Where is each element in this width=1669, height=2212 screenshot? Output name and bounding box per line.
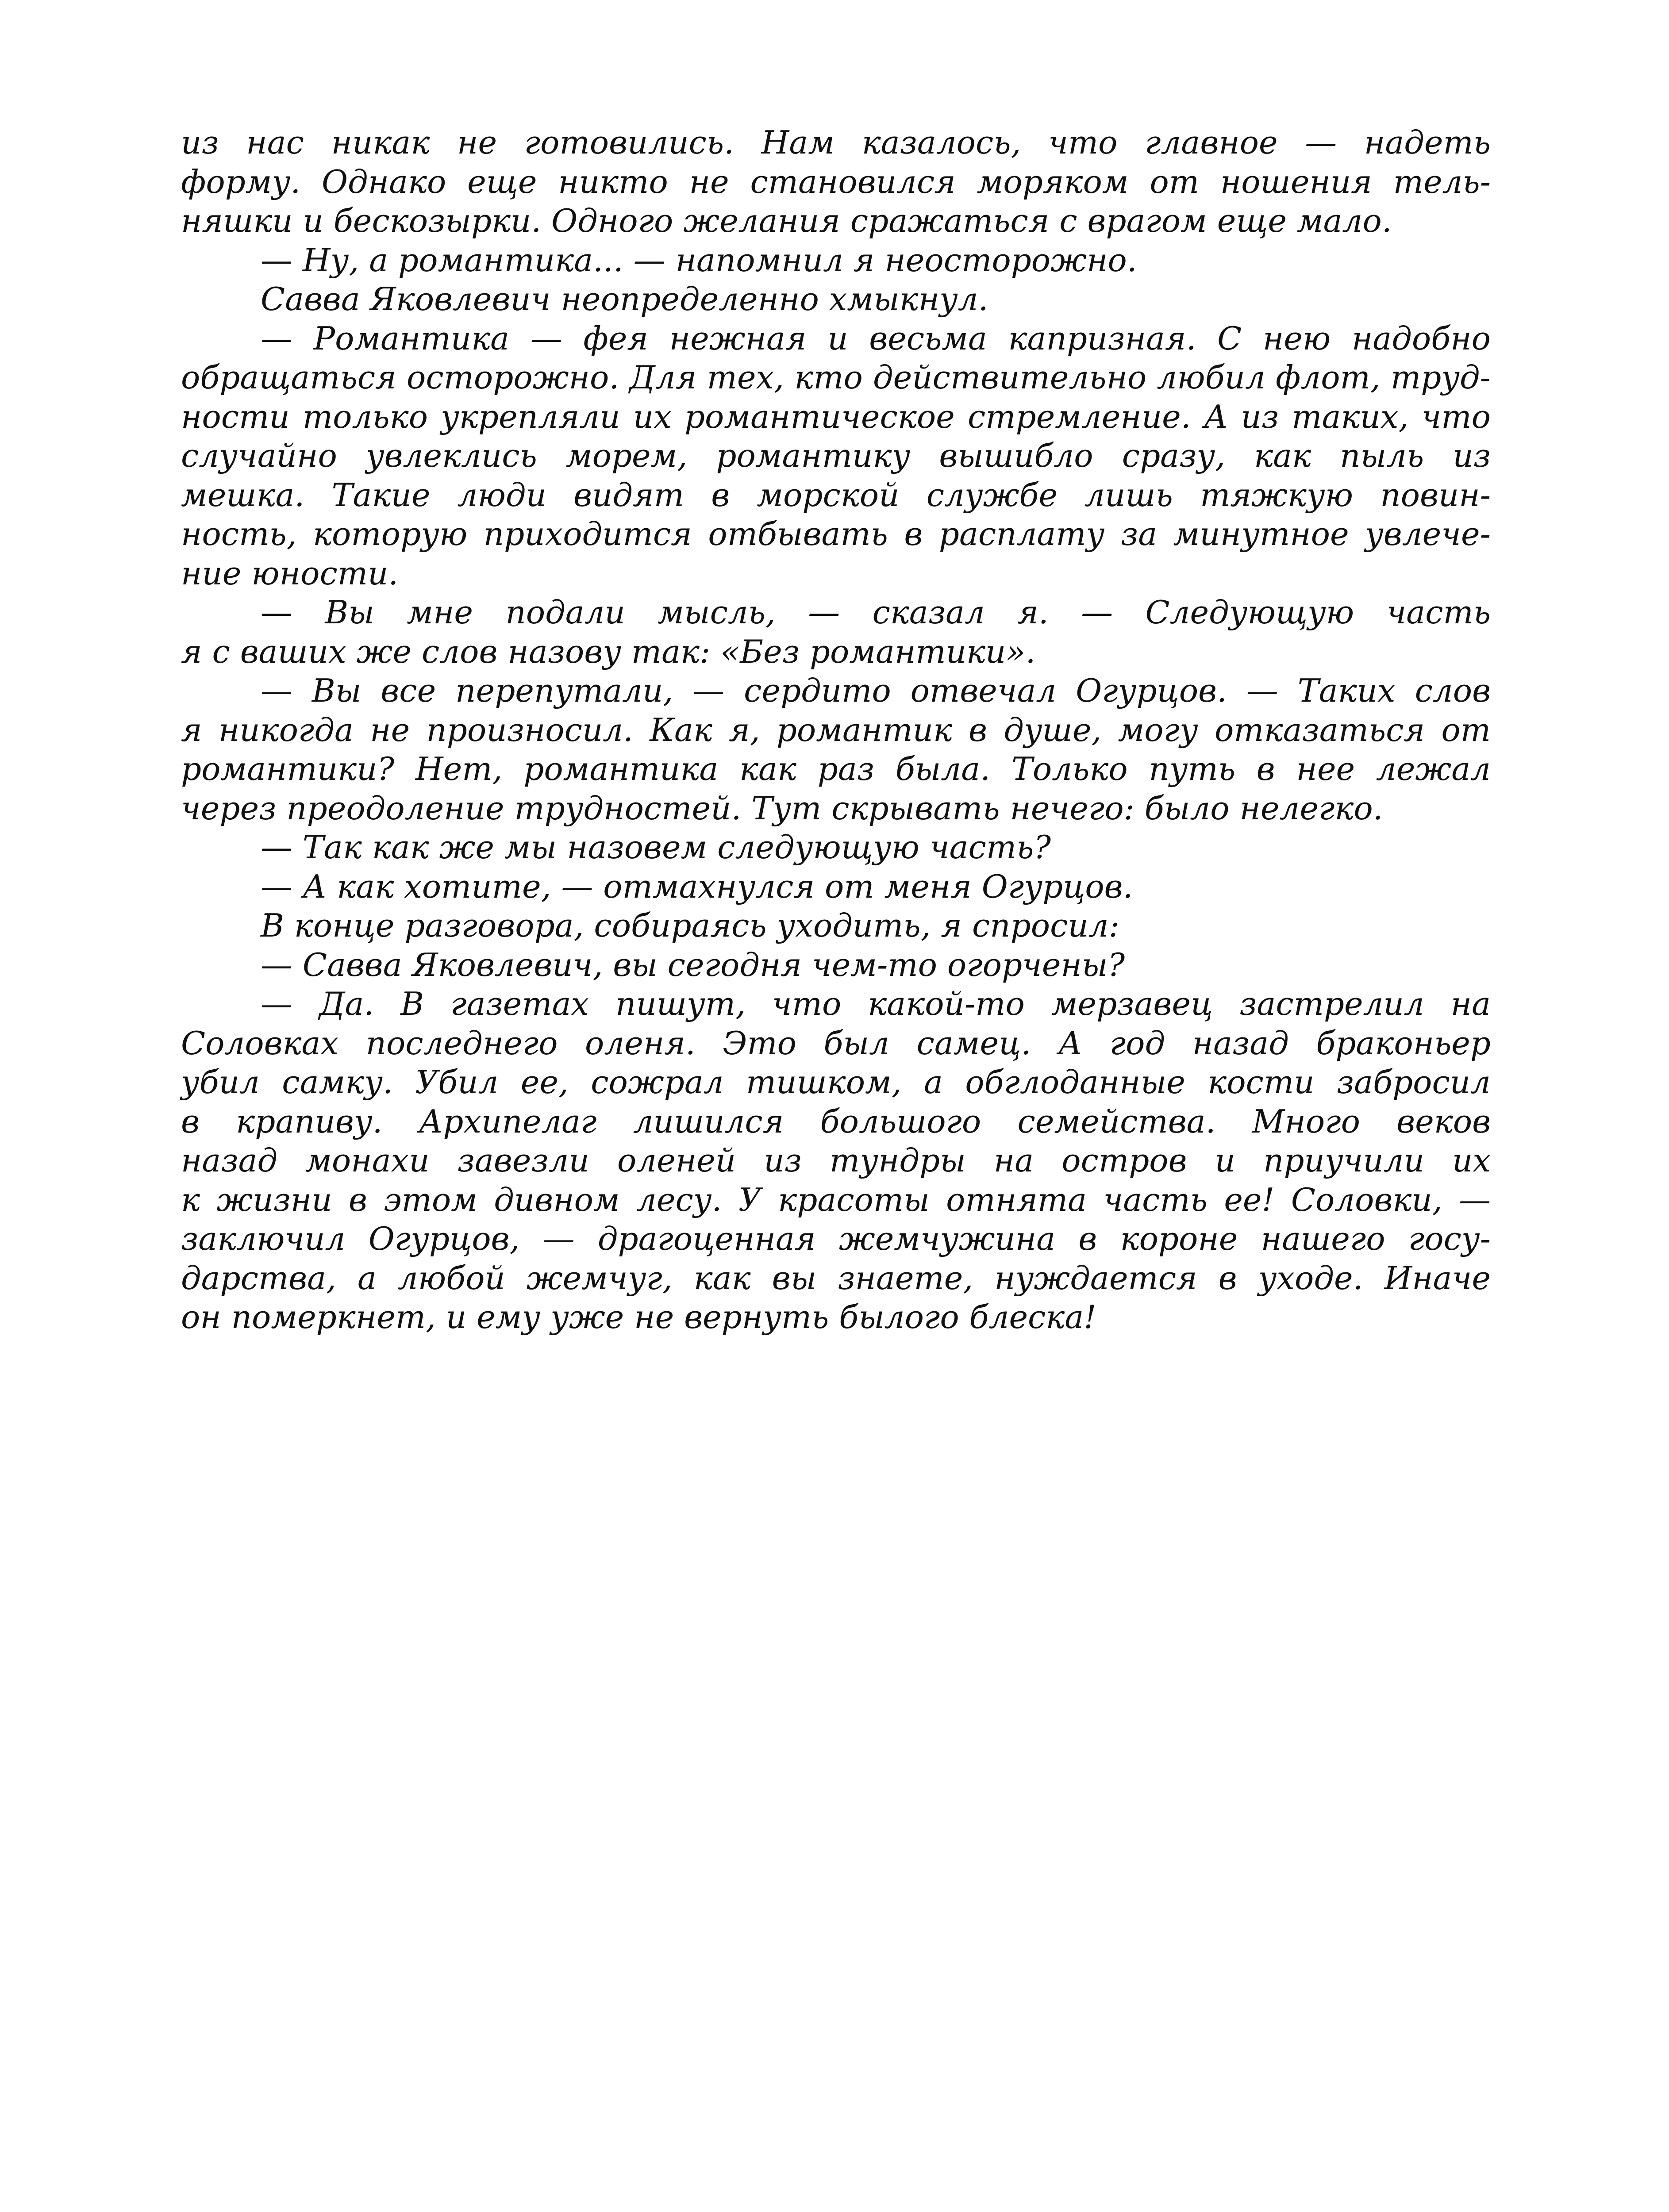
text-line: — Вы мне подали мысль, — сказал я. — Следующую часть [261, 594, 1491, 631]
text-line: В конце разговора, собираясь уходить, я спросил: [261, 907, 1119, 944]
text-line: няшки и бескозырки. Одного желания сражаться с врагом еще мало. [181, 202, 1392, 239]
text-line: — Так как же мы назовем следующую часть? [261, 829, 1051, 866]
text-line: — Да. В газетах пишут, что какой-то мерзавец застрелил на [261, 985, 1491, 1022]
text-line: форму. Однако еще никто не становился моряком от ношения тель- [181, 163, 1491, 200]
text-line: Савва Яковлевич неопределенно хмыкнул. [261, 280, 988, 318]
text-line: случайно увлеклись морем, романтику вышибло сразу, как пыль из [181, 437, 1491, 474]
text-line: — Вы все перепутали, — сердито отвечал Огурцов. — Таких слов [261, 672, 1491, 709]
text-line: убил самку. Убил ее, сожрал тишком, а обглоданные кости забросил [181, 1064, 1491, 1101]
text-line: — Савва Яковлевич, вы сегодня чем-то огорчены? [261, 946, 1125, 983]
text-line: к жизни в этом дивном лесу. У красоты отнята часть ее! Соловки, — [181, 1181, 1491, 1218]
body-text [181, 123, 1491, 1337]
text-line: романтики? Нет, романтика как раз была. Только путь в нее лежал [181, 750, 1491, 787]
text-line: — Ну, а романтика... — напомнил я неосторожно. [261, 241, 1137, 279]
text-line: Соловках последнего оленя. Это был самец. А год назад браконьер [181, 1024, 1491, 1062]
text-line: ность, которую приходится отбывать в расплату за минутное увлече- [181, 515, 1491, 553]
text-line: он померкнет, и ему уже не вернуть былого блеска! [181, 1298, 1097, 1336]
text-line: мешка. Такие люди видят в морской службе лишь тяжкую повин- [181, 476, 1491, 514]
text-line: из нас никак не готовились. Нам казалось, что главное — надеть [181, 124, 1491, 161]
text-line: дарства, а любой жемчуг, как вы знаете, нуждается в уходе. Иначе [181, 1259, 1491, 1297]
text-line: в крапиву. Архипелаг лишился большого семейства. Много веков [181, 1102, 1491, 1140]
text-line: — Романтика — фея нежная и весьма капризная. С нею надобно [261, 319, 1491, 357]
text-line: я с ваших же слов назову так: «Без романтики». [181, 633, 1036, 670]
text-line: я никогда не произносил. Как я, романтик в душе, могу отказаться от [181, 711, 1491, 749]
text-line: через преодоление трудностей. Тут скрывать нечего: было нелегко. [181, 789, 1383, 827]
text-line: — А как хотите, — отмахнулся от меня Огурцов. [261, 868, 1133, 905]
text-line: назад монахи завезли оленей из тундры на остров и приучили их [181, 1142, 1491, 1179]
text-line: ние юности. [181, 554, 399, 592]
text-line: ности только укрепляли их романтическое стремление. А из таких, что [181, 398, 1491, 435]
text-line: обращаться осторожно. Для тех, кто действительно любил флот, труд- [181, 359, 1491, 396]
text-line: заключил Огурцов, — драгоценная жемчужина в короне нашего госу- [181, 1220, 1491, 1257]
